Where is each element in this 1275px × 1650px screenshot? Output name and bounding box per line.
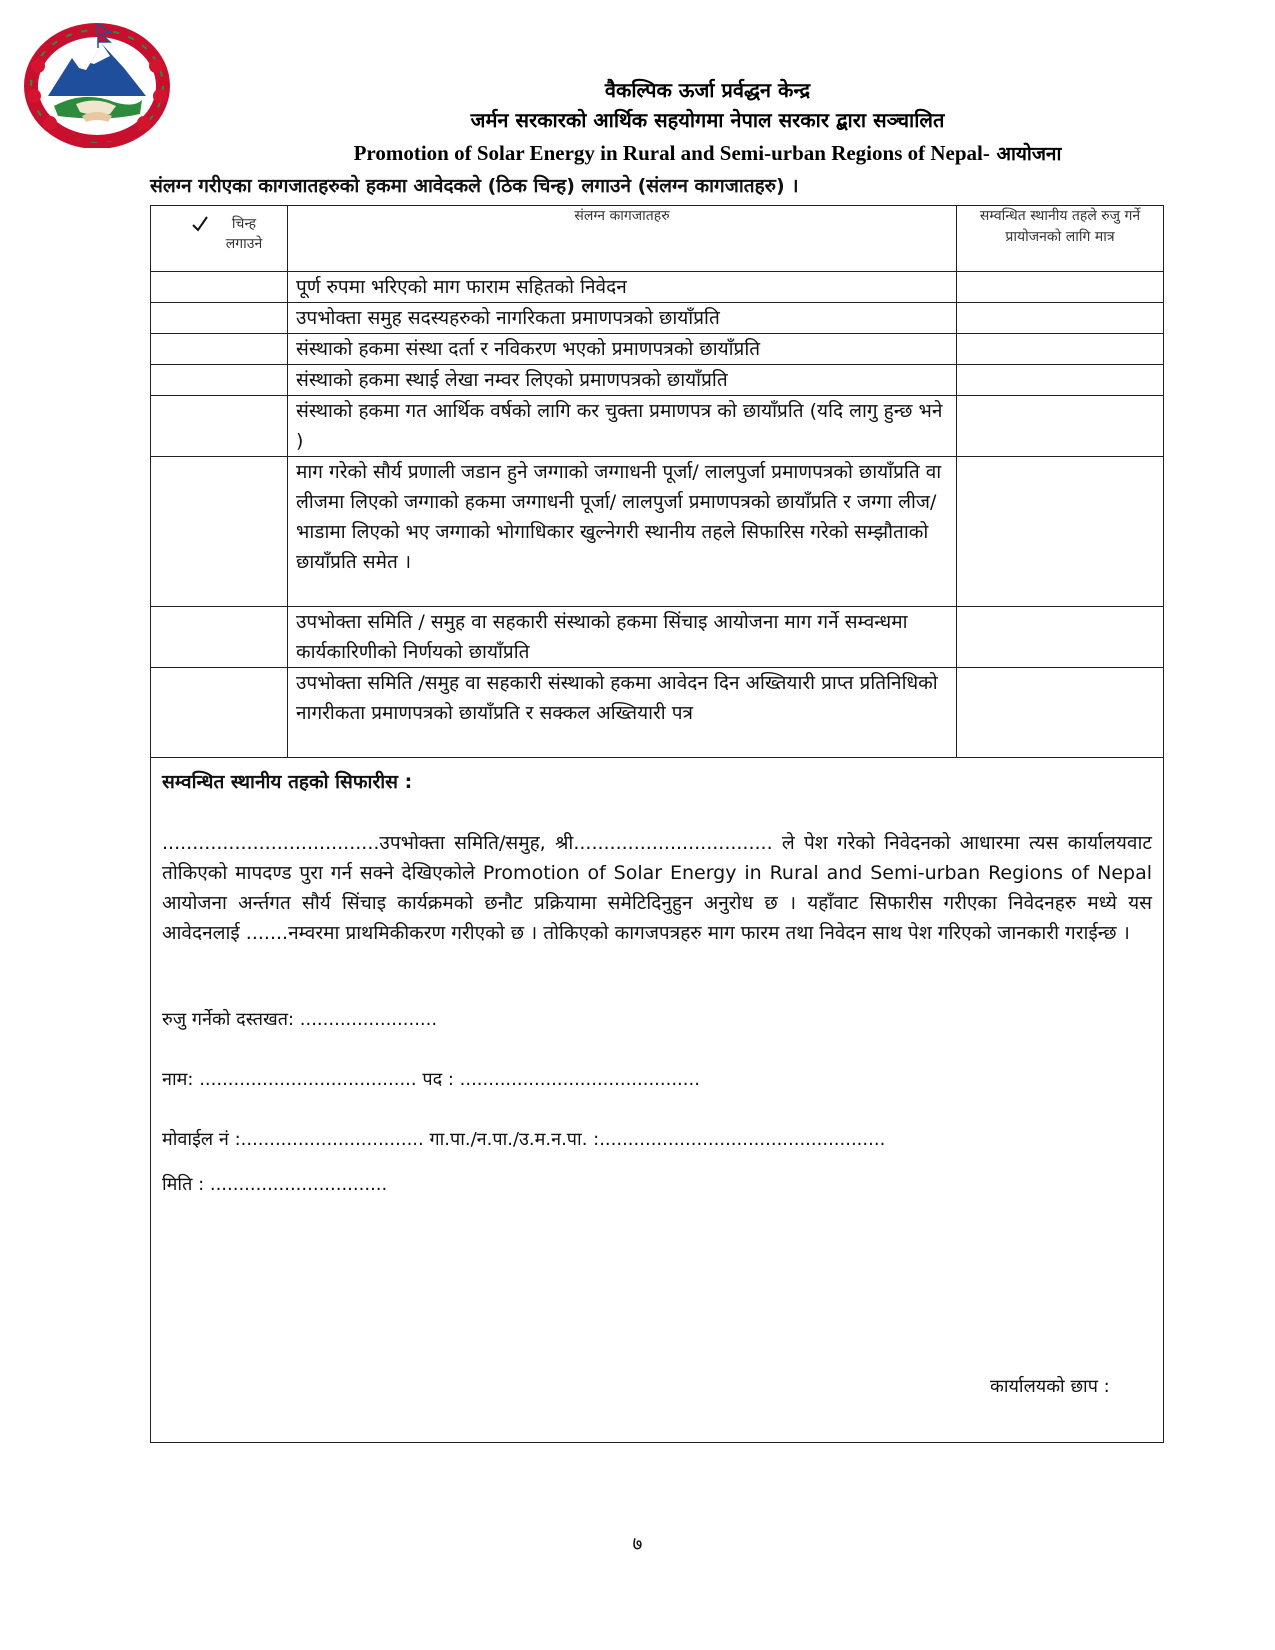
recommendation-section xyxy=(162,768,1152,948)
signature-field[interactable]: रुजु गर्नेको दस्तखत: ........................ xyxy=(162,1009,438,1030)
header-project-title-en: Promotion of Solar Energy in Rural and Semi-urban Regions of Nepal- xyxy=(353,141,990,165)
table-row xyxy=(151,272,1164,303)
name-post-field[interactable]: नाम: ...................................... पद : .......................................... xyxy=(162,1069,700,1090)
header-project-title-np: आयोजना xyxy=(989,143,1062,165)
tick-cell[interactable] xyxy=(151,668,288,758)
table-row xyxy=(151,365,1164,396)
document-cell: संस्थाको हकमा स्थाई लेखा नम्वर लिएको प्रमाणपत्रको छायाँप्रति xyxy=(288,365,957,396)
page-number: ७ xyxy=(632,1533,643,1555)
verification-cell[interactable] xyxy=(957,303,1164,334)
check-mark-icon xyxy=(190,214,210,234)
table-row xyxy=(151,668,1164,758)
header-project-title xyxy=(70,140,1275,166)
tick-column-header xyxy=(151,206,288,272)
recommendation-body: ....................................उपभोक्ता समिति/समुह, श्री................................. ले पेश गरेको निवेदनको आधारमा त्यस कार्यालयवाट तोकिएको मापदण्ड पुरा गर्न सक्ने देखिएकोले Promotion of Solar Energy in Rural and Semi-urban Regions of Nepal आयोजना अर्न्तगत सौर्य सिंचाइ कार्यक्रमको छनौट प्रक्रियामा समेटिदिनुहुन अनुरोध छ । यहाँवाट सिफारीस गरीएका निवेदनहरु मध्ये यस आवेदनलाई .......नम्वरमा प्राथमिकीकरण गरीएको छ । तोकिएको कागजपत्रहरु माग फारम तथा निवेदन साथ पेश गरिएको जानकारी गराईन्छ । xyxy=(162,832,1152,944)
verification-column-header: सम्वन्धित स्थानीय तहले रुजु गर्ने प्रायोजनको लागि मात्र xyxy=(957,206,1164,272)
tick-cell[interactable] xyxy=(151,272,288,303)
verification-cell[interactable] xyxy=(957,668,1164,758)
document-cell: संस्थाको हकमा गत आर्थिक वर्षको लागि कर चुक्ता प्रमाणपत्र को छायाँप्रति (यदि लागु हुन्छ भने ) xyxy=(288,396,957,457)
header-funding-line: जर्मन सरकारको आर्थिक सहयोगमा नेपाल सरकार द्बारा सञ्चालित xyxy=(470,108,945,132)
verification-cell[interactable] xyxy=(957,607,1164,668)
document-cell: उपभोक्ता समिति / समुह वा सहकारी संस्थाको हकमा सिंचाइ आयोजना माग गर्ने सम्वन्धमा कार्यकारिणीको निर्णयको छायाँप्रति xyxy=(288,607,957,668)
table-row xyxy=(151,607,1164,668)
tick-cell[interactable] xyxy=(151,396,288,457)
date-field[interactable]: मिति : ............................... xyxy=(162,1174,388,1195)
table-header-row xyxy=(151,206,1164,272)
verification-cell[interactable] xyxy=(957,365,1164,396)
documents-column-header: संलग्न कागजातहरु xyxy=(288,206,957,272)
recommendation-title: सम्वन्धित स्थानीय तहको सिफारीस : xyxy=(162,771,413,793)
document-cell: संस्थाको हकमा संस्था दर्ता र नविकरण भएको प्रमाणपत्रको छायाँप्रति xyxy=(288,334,957,365)
document-cell: माग गरेको सौर्य प्रणाली जडान हुने जग्गाको जग्गाधनी पूर्जा/ लालपुर्जा प्रमाणपत्रको छायाँप्रति वा लीजमा लिएको जग्गाको हकमा जग्गाधनी पूर्जा/ लालपुर्जा प्रमाणपत्रको छायाँप्रति र जग्गा लीज/भाडामा लिएको भए जग्गाको भोगाधिकार खुल्नेगरी स्थानीय तहले सिफारिस गरेको सम्झौताको छायाँप्रति समेत । xyxy=(288,457,957,607)
tick-column-label: चिन्ह लगाउने xyxy=(225,216,263,252)
verification-cell[interactable] xyxy=(957,396,1164,457)
verification-cell[interactable] xyxy=(957,457,1164,607)
office-stamp-label: कार्यालयको छाप : xyxy=(990,1376,1110,1397)
tick-cell[interactable] xyxy=(151,607,288,668)
verification-cell[interactable] xyxy=(957,272,1164,303)
attachments-table xyxy=(150,205,1164,758)
table-row xyxy=(151,334,1164,365)
tick-cell[interactable] xyxy=(151,334,288,365)
tick-cell[interactable] xyxy=(151,365,288,396)
document-cell: पूर्ण रुपमा भरिएको माग फाराम सहितको निवेदन xyxy=(288,272,957,303)
tick-cell[interactable] xyxy=(151,457,288,607)
table-row xyxy=(151,396,1164,457)
table-row xyxy=(151,457,1164,607)
tick-cell[interactable] xyxy=(151,303,288,334)
table-row xyxy=(151,303,1164,334)
attachment-instruction: संलग्न गरीएका कागजातहरुको हकमा आवेदकले (ठिक चिन्ह) लगाउने (संलग्न कागजातहरु) । xyxy=(150,175,799,197)
verification-cell[interactable] xyxy=(957,334,1164,365)
mobile-municipality-field[interactable]: मोवाईल नं :................................ गा.पा./न.पा./उ.म.न.पा. :.................................................. xyxy=(162,1129,886,1150)
header-org-name: वैकल्पिक ऊर्जा प्रर्वद्धन केन्द्र xyxy=(604,78,811,102)
document-cell: उपभोक्ता समिति /समुह वा सहकारी संस्थाको हकमा आवेदन दिन अख्तियारी प्राप्त प्रतिनिधिको नागरीकता प्रमाणपत्रको छायाँप्रति र सक्कल अख्तियारी पत्र xyxy=(288,668,957,758)
document-cell: उपभोक्ता समुह सदस्यहरुको नागरिकता प्रमाणपत्रको छायाँप्रति xyxy=(288,303,957,334)
